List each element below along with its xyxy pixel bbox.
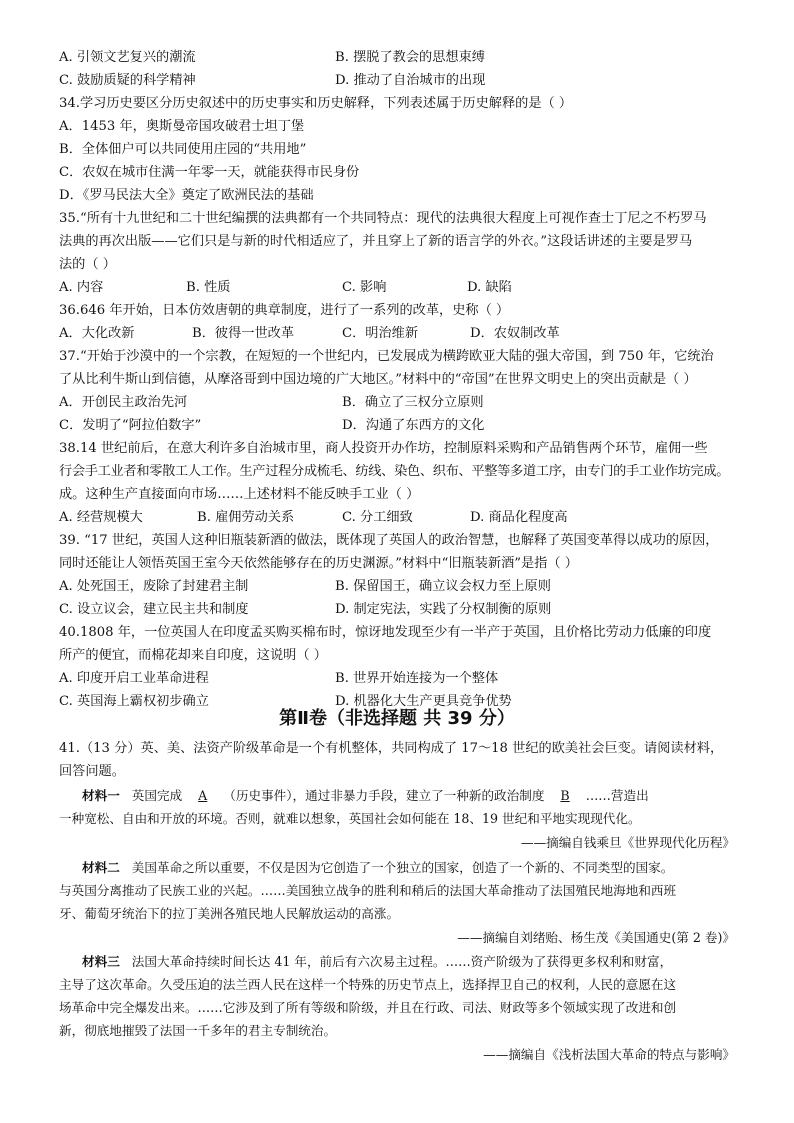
section-title: 第Ⅱ卷（非选择题 共 39 分）	[279, 708, 515, 729]
q39-stem-line-1: 39. “17 世纪，英国人这种旧瓶装新酒的做法，既体现了英国人的政治智慧，也解释了英国变革得以成功的原因，	[59, 533, 719, 548]
q40-option-d: D. 机器化大生产更具竞争优势	[335, 694, 512, 709]
q40-option-b: B. 世界开始连接为一个整体	[335, 671, 499, 686]
material-2-label: 材料二	[82, 860, 120, 875]
material-1-text-b: （历史事件），通过非暴力手段，建立了一种新的政治制度	[223, 788, 545, 803]
q34-stem: 34.学习历史要区分历史叙述中的历史事实和历史解释，下列表述属于历史解释的是（ ）	[59, 96, 573, 111]
q33-option-c: C. 鼓励质疑的科学精神	[59, 73, 196, 88]
q35-stem-line-2: 法典的再次出版——它们只是与新的时代相适应了，并且穿上了新的语言学的外衣。”这段话讲述的主要是罗马	[59, 234, 693, 249]
material-3-line-1	[82, 953, 672, 971]
q34-option-a: A．1453 年，奥斯曼帝国攻破君士坦丁堡	[59, 119, 305, 134]
q40-stem-line-1: 40.1808 年，一位英国人在印度孟买购买棉布时，惊讶地发现至少有一半产于英国，且价格比劳动力低廉的印度	[59, 625, 712, 640]
q37-option-b: B．确立了三权分立原则	[342, 395, 484, 410]
q36-stem: 36.646 年开始，日本仿效唐朝的典章制度，进行了一系列的改革，史称（ ）	[59, 303, 510, 318]
q33-option-a: A. 引领文艺复兴的潮流	[59, 50, 196, 65]
q35-option-d: D. 缺陷	[467, 280, 512, 295]
q39-option-b: B. 保留国王，确立议会权力至上原则	[335, 579, 551, 594]
q38-option-d: D. 商品化程度高	[470, 510, 568, 525]
material-3-label: 材料三	[82, 954, 120, 969]
material-3-line-2: 主导了这次革命。久受压迫的法兰西人民在这样一个特殊的历史节点上，选择捍卫自己的权利，人民的意愿在这	[59, 977, 677, 992]
q38-stem-line-1: 38.14 世纪前后，在意大利许多自治城市里，商人投资开办作坊，控制原料采购和产品销售两个环节，雇佣一些	[59, 441, 708, 456]
q36-option-a: A．大化改新	[59, 326, 135, 341]
q39-option-c: C. 设立议会，建立民主共和制度	[59, 602, 249, 617]
material-2-line-1	[82, 859, 673, 877]
q38-option-a: A. 经营规模大	[59, 510, 143, 525]
q36-option-d: D．农奴制改革	[470, 326, 560, 341]
material-2-source: ——摘编自刘绪贻、杨生茂《美国通史(第 2 卷)》	[457, 930, 735, 945]
q38-option-b: B. 雇佣劳动关系	[197, 510, 295, 525]
blank-a: A	[198, 788, 208, 803]
material-1-text-a: 英国完成	[131, 788, 183, 803]
q35-stem-line-1: 35.“所有十九世纪和二十世纪编撰的法典都有一个共同特点：现代的法典很大程度上可视作查士丁尼之不朽罗马	[59, 211, 707, 226]
material-1-label: 材料一	[82, 788, 120, 803]
q40-option-c: C. 英国海上霸权初步确立	[59, 694, 209, 709]
q39-option-d: D. 制定宪法，实践了分权制衡的原则	[335, 602, 552, 617]
material-2-text-1: 美国革命之所以重要，不仅是因为它创造了一个独立的国家，创造了一个新的、不同类型的国家。	[131, 860, 674, 875]
q35-option-c: C. 影响	[342, 280, 387, 295]
q38-stem-line-3: 成。这种生产直接面向市场……上述材料不能反映手工业（ ）	[59, 487, 420, 502]
q35-stem-line-3: 法的（ ）	[59, 257, 116, 272]
material-3-text-1: 法国大革命持续时间长达 41 年，前后有六次易主过程。……资产阶级为了获得更多权利和财富，	[131, 954, 673, 969]
q41-stem-line-2: 回答问题。	[59, 764, 125, 779]
q37-option-c: C．发明了“阿拉伯数字”	[59, 418, 202, 433]
q40-option-a: A. 印度开启工业革命进程	[59, 671, 209, 686]
q37-stem-line-1: 37.“开始于沙漠中的一个宗教，在短短的一个世纪内，已发展成为横跨欧亚大陆的强大帝国，到 750 年，它统治	[59, 349, 714, 364]
q36-option-b: B．彼得一世改革	[192, 326, 295, 341]
material-3-line-4: 新，彻底地摧毁了法国一千多年的君主专制统治。	[59, 1023, 337, 1038]
q38-stem-line-2: 行会手工业者和零散工人工作。生产过程分成梳毛、纺线、染色、织布、平整等多道工序，由专门的手工业作坊完成。	[59, 464, 730, 479]
q41-stem-line-1: 41.（13 分）英、美、法资产阶级革命是一个有机整体，共同构成了 17～18 世纪的欧美社会巨变。请阅读材料，	[59, 741, 724, 756]
q40-stem-line-2: 所产的便宜，而棉花却来自印度，这说明（ ）	[59, 648, 327, 663]
q39-option-a: A. 处死国王，废除了封建君主制	[59, 579, 249, 594]
material-2-line-2: 与英国分离推动了民族工业的兴起。……美国独立战争的胜利和稍后的法国大革命推动了法国殖民地海地和西班	[59, 883, 677, 898]
material-1-source: ——摘编自钱乘旦《世界现代化历程》	[520, 835, 735, 850]
q33-option-d: D. 推动了自治城市的出现	[335, 73, 486, 88]
q39-stem-line-2: 同时还能让人领悟英国王室今天依然能够存在的历史渊源。”材料中“旧瓶装新酒”是指（ ）	[59, 556, 578, 571]
q34-option-d: D．《罗马民法大全》奠定了欧洲民法的基础	[59, 188, 314, 203]
material-1-line-2: 一种宽松、自由和开放的环境。否则，就难以想象，英国社会如何能在 18、19 世纪和平地实现现代化。	[59, 811, 641, 826]
material-1-line-1	[82, 787, 649, 805]
q35-option-a: A. 内容	[59, 280, 104, 295]
q36-option-c: C．明治维新	[342, 326, 419, 341]
material-1-text-c: ……营造出	[585, 788, 649, 803]
material-3-line-3: 场革命中完全爆发出来。……它涉及到了所有等级和阶级，并且在行政、司法、财政等多个领域实现了改进和创	[59, 1000, 677, 1015]
q35-option-b: B. 性质	[186, 280, 231, 295]
q37-stem-line-2: 了从比利牛斯山到信德，从摩洛哥到中国边境的广大地区。”材料中的“帝国”在世界文明史上的突出贡献是（ ）	[59, 372, 697, 387]
blank-b: B	[560, 788, 570, 803]
q33-option-b: B. 摆脱了教会的思想束缚	[335, 50, 485, 65]
q34-option-c: C．农奴在城市住满一年零一天，就能获得市民身份	[59, 165, 360, 180]
q37-option-d: D．沟通了东西方的文化	[342, 418, 485, 433]
q37-option-a: A．开创民主政治先河	[59, 395, 188, 410]
q34-option-b: B．全体佃户可以共同使用庄园的“共用地”	[59, 142, 307, 157]
q38-option-c: C. 分工细致	[342, 510, 413, 525]
material-2-line-3: 牙、葡萄牙统治下的拉丁美洲各殖民地人民解放运动的高涨。	[59, 906, 400, 921]
material-3-source: ——摘编自《浅析法国大革命的特点与影响》	[483, 1047, 735, 1062]
